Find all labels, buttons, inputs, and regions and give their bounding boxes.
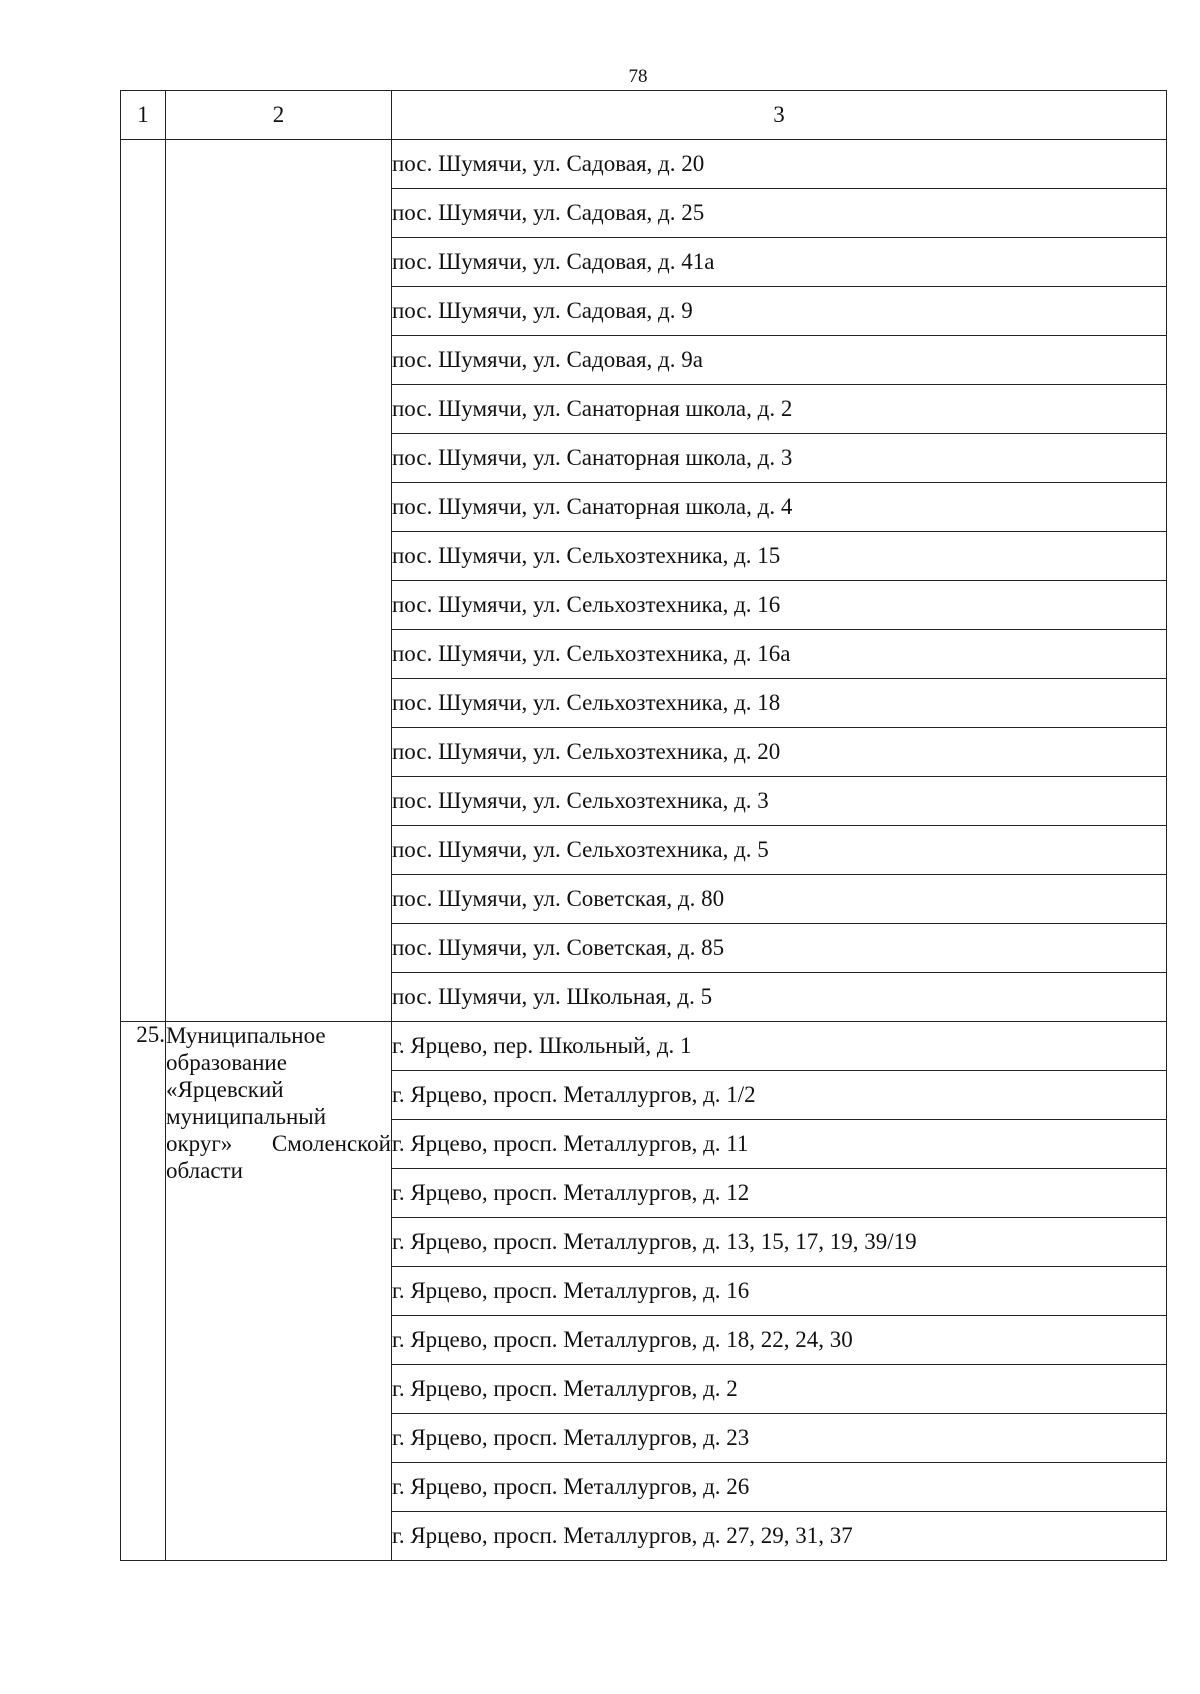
address-cell: пос. Шумячи, ул. Садовая, д. 20 xyxy=(392,140,1167,189)
row-number-cell-empty xyxy=(121,140,166,1022)
address-cell: пос. Шумячи, ул. Садовая, д. 25 xyxy=(392,189,1167,238)
address-cell: г. Ярцево, пер. Школьный, д. 1 xyxy=(392,1022,1167,1071)
address-cell: г. Ярцево, просп. Металлургов, д. 11 xyxy=(392,1120,1167,1169)
table-row xyxy=(121,140,1167,189)
address-cell: пос. Шумячи, ул. Сельхозтехника, д. 15 xyxy=(392,532,1167,581)
address-cell: г. Ярцево, просп. Металлургов, д. 12 xyxy=(392,1169,1167,1218)
address-cell: пос. Шумячи, ул. Сельхозтехника, д. 16а xyxy=(392,630,1167,679)
municipality-name: Муниципальное образование «Ярцевский муниципальный округ» Смоленской области xyxy=(166,1022,392,1561)
column-header-2: 2 xyxy=(166,91,392,140)
address-cell: пос. Шумячи, ул. Садовая, д. 9а xyxy=(392,336,1167,385)
address-cell: пос. Шумячи, ул. Санаторная школа, д. 3 xyxy=(392,434,1167,483)
municipality-cell-empty xyxy=(166,140,392,1022)
address-cell: пос. Шумячи, ул. Садовая, д. 9 xyxy=(392,287,1167,336)
address-cell: г. Ярцево, просп. Металлургов, д. 26 xyxy=(392,1463,1167,1512)
column-header-3: 3 xyxy=(392,91,1167,140)
row-number: 25. xyxy=(121,1022,166,1561)
address-cell: г. Ярцево, просп. Металлургов, д. 27, 29, 31, 37 xyxy=(392,1512,1167,1561)
table-header-row xyxy=(121,91,1167,140)
address-cell: пос. Шумячи, ул. Сельхозтехника, д. 3 xyxy=(392,777,1167,826)
address-cell: г. Ярцево, просп. Металлургов, д. 13, 15, 17, 19, 39/19 xyxy=(392,1218,1167,1267)
address-cell: г. Ярцево, просп. Металлургов, д. 18, 22, 24, 30 xyxy=(392,1316,1167,1365)
table-body xyxy=(121,140,1167,1561)
address-cell: пос. Шумячи, ул. Школьная, д. 5 xyxy=(392,973,1167,1022)
address-cell: пос. Шумячи, ул. Сельхозтехника, д. 5 xyxy=(392,826,1167,875)
page-number: 78 xyxy=(628,66,648,87)
address-cell: пос. Шумячи, ул. Советская, д. 85 xyxy=(392,924,1167,973)
address-cell: пос. Шумячи, ул. Санаторная школа, д. 2 xyxy=(392,385,1167,434)
address-cell: г. Ярцево, просп. Металлургов, д. 23 xyxy=(392,1414,1167,1463)
address-table xyxy=(120,90,1167,1561)
address-cell: пос. Шумячи, ул. Советская, д. 80 xyxy=(392,875,1167,924)
address-cell: пос. Шумячи, ул. Сельхозтехника, д. 18 xyxy=(392,679,1167,728)
address-cell: г. Ярцево, просп. Металлургов, д. 16 xyxy=(392,1267,1167,1316)
address-cell: пос. Шумячи, ул. Сельхозтехника, д. 20 xyxy=(392,728,1167,777)
address-cell: г. Ярцево, просп. Металлургов, д. 2 xyxy=(392,1365,1167,1414)
address-cell: пос. Шумячи, ул. Садовая, д. 41а xyxy=(392,238,1167,287)
table-row xyxy=(121,1022,1167,1071)
address-cell: пос. Шумячи, ул. Санаторная школа, д. 4 xyxy=(392,483,1167,532)
address-cell: пос. Шумячи, ул. Сельхозтехника, д. 16 xyxy=(392,581,1167,630)
column-header-1: 1 xyxy=(121,91,166,140)
address-cell: г. Ярцево, просп. Металлургов, д. 1/2 xyxy=(392,1071,1167,1120)
